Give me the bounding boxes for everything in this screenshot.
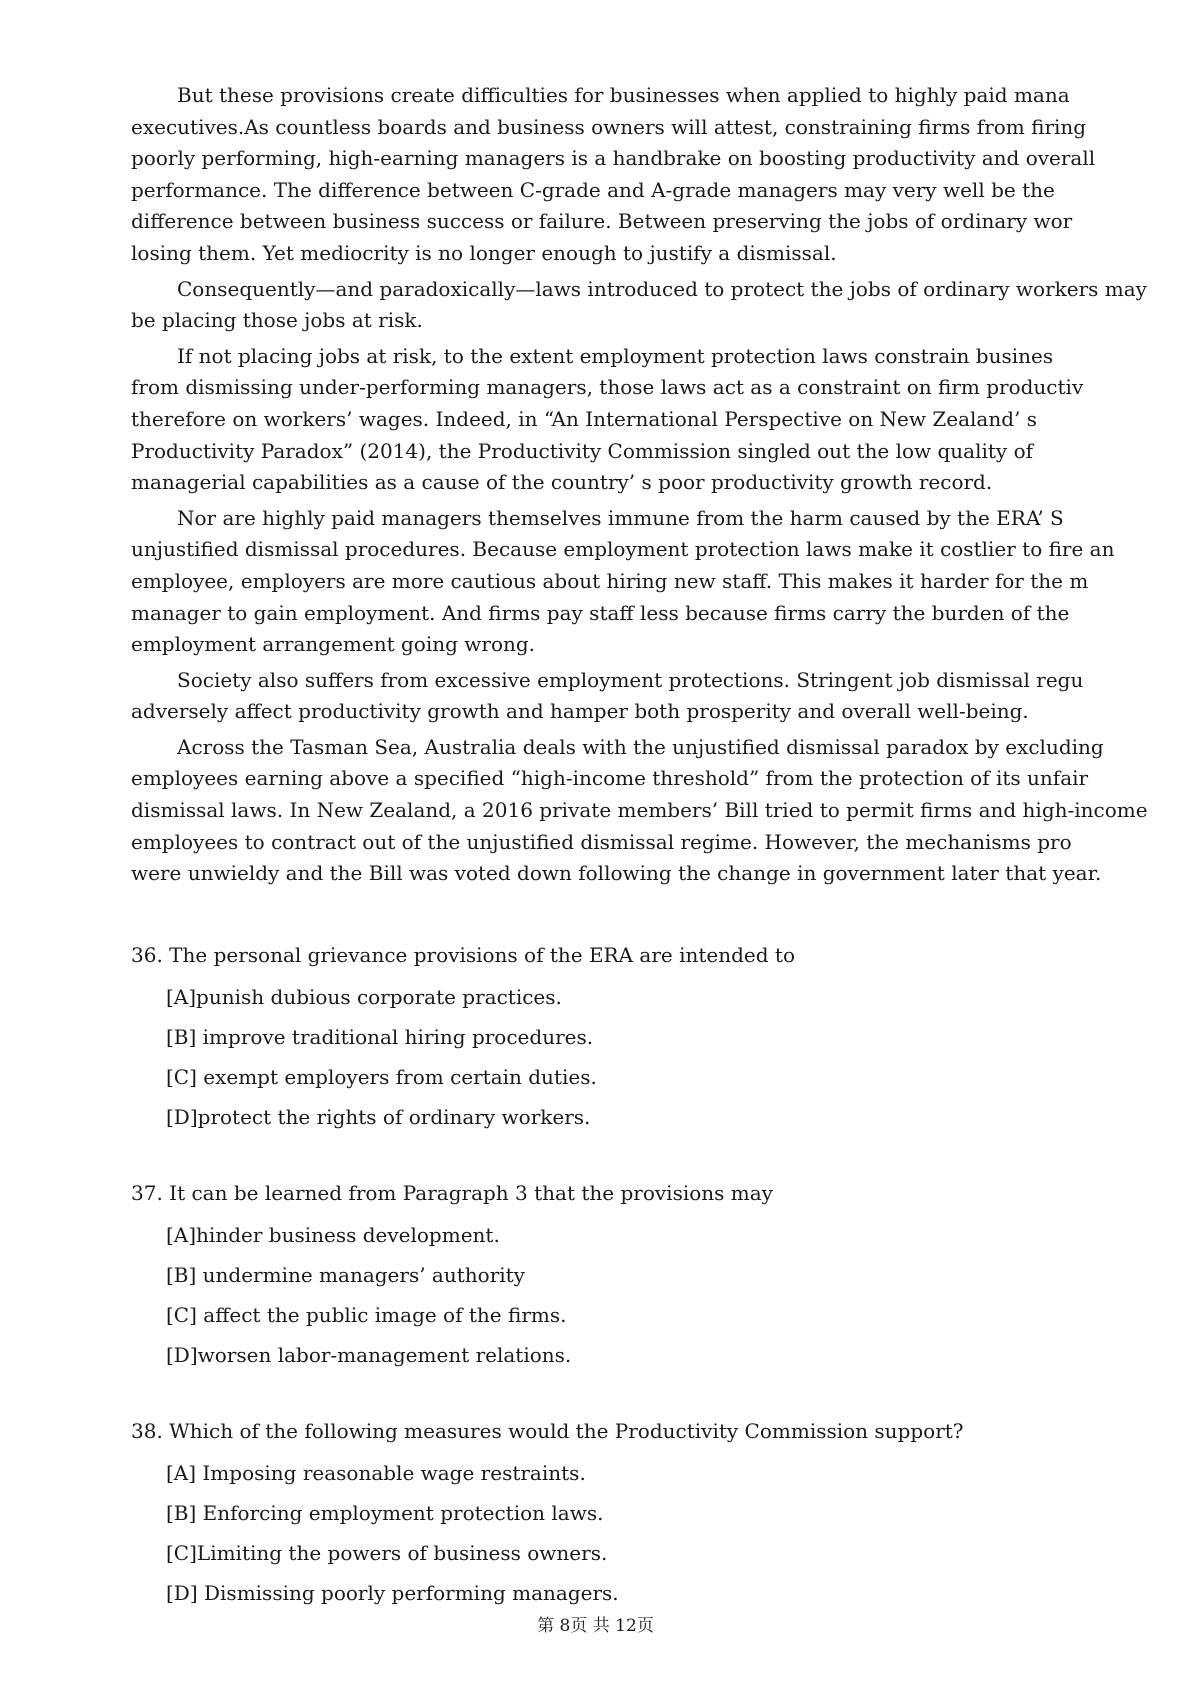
question-36 [131, 940, 1161, 1142]
option-c: [C] exempt employers from certain duties. [166, 1065, 597, 1089]
passage-paragraph-6 [131, 732, 1191, 890]
passage-line: manager to gain employment. And firms pay staff less because firms carry the burden of the [131, 600, 1070, 625]
answer-options [131, 1458, 1161, 1618]
answer-options [131, 1220, 1161, 1380]
passage-paragraph-5 [131, 665, 1191, 728]
passage-line: Consequently—and paradoxically—laws introduced to protect the jobs of ordinary workers may [177, 276, 1147, 301]
passage-paragraph-1 [131, 80, 1191, 270]
passage-line: employees earning above a specified “high-income threshold” from the protection of its unfair [131, 766, 1089, 791]
question-stem: 37. It can be learned from Paragraph 3 that the provisions may [131, 1181, 773, 1205]
option-d: [D]worsen labor-management relations. [166, 1343, 572, 1367]
option-d: [D] Dismissing poorly performing managers. [166, 1581, 619, 1605]
passage-line: employment arrangement going wrong. [131, 632, 536, 657]
question-stem: 36. The personal grievance provisions of the ERA are intended to [131, 943, 795, 967]
passage-line: If not placing jobs at risk, to the extent employment protection laws constrain busines [177, 343, 1054, 368]
passage-line: employees to contract out of the unjustified dismissal regime. However, the mechanisms pro [131, 829, 1072, 854]
reading-passage [131, 80, 1191, 894]
passage-line: performance. The difference between C-grade and A-grade managers may very well be the [131, 177, 1055, 202]
passage-line: from dismissing under-performing managers, those laws act as a constraint on firm productiv [131, 375, 1084, 400]
question-list [131, 940, 1161, 1654]
answer-options [131, 982, 1161, 1142]
passage-line: But these provisions create difficulties for businesses when applied to highly paid mana [177, 83, 1070, 107]
option-d: [D]protect the rights of ordinary workers. [166, 1105, 591, 1129]
option-b: [B] Enforcing employment protection laws. [166, 1501, 604, 1525]
passage-line: poorly performing, high-earning managers is a handbrake on boosting productivity and overall [131, 146, 1096, 171]
passage-line: difference between business success or failure. Between preserving the jobs of ordinary wor [131, 209, 1073, 234]
page-footer [0, 1614, 1191, 1638]
passage-line: executives.As countless boards and business owners will attest, constraining firms from firing [131, 114, 1087, 139]
option-c: [C] affect the public image of the firms. [166, 1303, 567, 1327]
passage-line: Productivity Paradox” (2014), the Productivity Commission singled out the low quality of [131, 438, 1034, 463]
option-b: [B] undermine managers’ authority [166, 1263, 525, 1287]
question-stem: 38. Which of the following measures would the Productivity Commission support? [131, 1419, 964, 1443]
passage-line: losing them. Yet mediocrity is no longer enough to justify a dismissal. [131, 240, 837, 265]
question-38 [131, 1416, 1161, 1618]
passage-paragraph-4 [131, 503, 1191, 661]
passage-line: were unwieldy and the Bill was voted down following the change in government later that year. [131, 861, 1102, 886]
passage-line: Society also suffers from excessive employment protections. Stringent job dismissal regu [177, 667, 1084, 692]
option-a: [A]hinder business development. [166, 1223, 500, 1247]
question-37 [131, 1178, 1161, 1380]
option-b: [B] improve traditional hiring procedures. [166, 1025, 594, 1049]
passage-line: be placing those jobs at risk. [131, 308, 423, 333]
passage-line: unjustified dismissal procedures. Because employment protection laws make it costlier to fire an [131, 537, 1115, 562]
passage-paragraph-2 [131, 274, 1191, 337]
passage-line: managerial capabilities as a cause of the country’ s poor productivity growth record. [131, 470, 993, 495]
passage-line: therefore on workers’ wages. Indeed, in “An International Perspective on New Zealand’ s [131, 406, 1038, 431]
passage-line: employee, employers are more cautious about hiring new staff. This makes it harder for the m [131, 568, 1089, 593]
option-a: [A]punish dubious corporate practices. [166, 985, 562, 1009]
option-c: [C]Limiting the powers of business owners. [166, 1541, 608, 1565]
passage-line: adversely affect productivity growth and hamper both prosperity and overall well-being. [131, 699, 1029, 724]
passage-line: Nor are highly paid managers themselves immune from the harm caused by the ERA’ S [177, 505, 1064, 530]
passage-line: dismissal laws. In New Zealand, a 2016 private members’ Bill tried to permit firms and high-income [131, 798, 1148, 823]
passage-line: Across the Tasman Sea, Australia deals with the unjustified dismissal paradox by excluding [177, 734, 1104, 759]
page-number: 第 8页 共 12页 [537, 1616, 654, 1636]
passage-paragraph-3 [131, 341, 1191, 499]
option-a: [A] Imposing reasonable wage restraints. [166, 1461, 586, 1485]
